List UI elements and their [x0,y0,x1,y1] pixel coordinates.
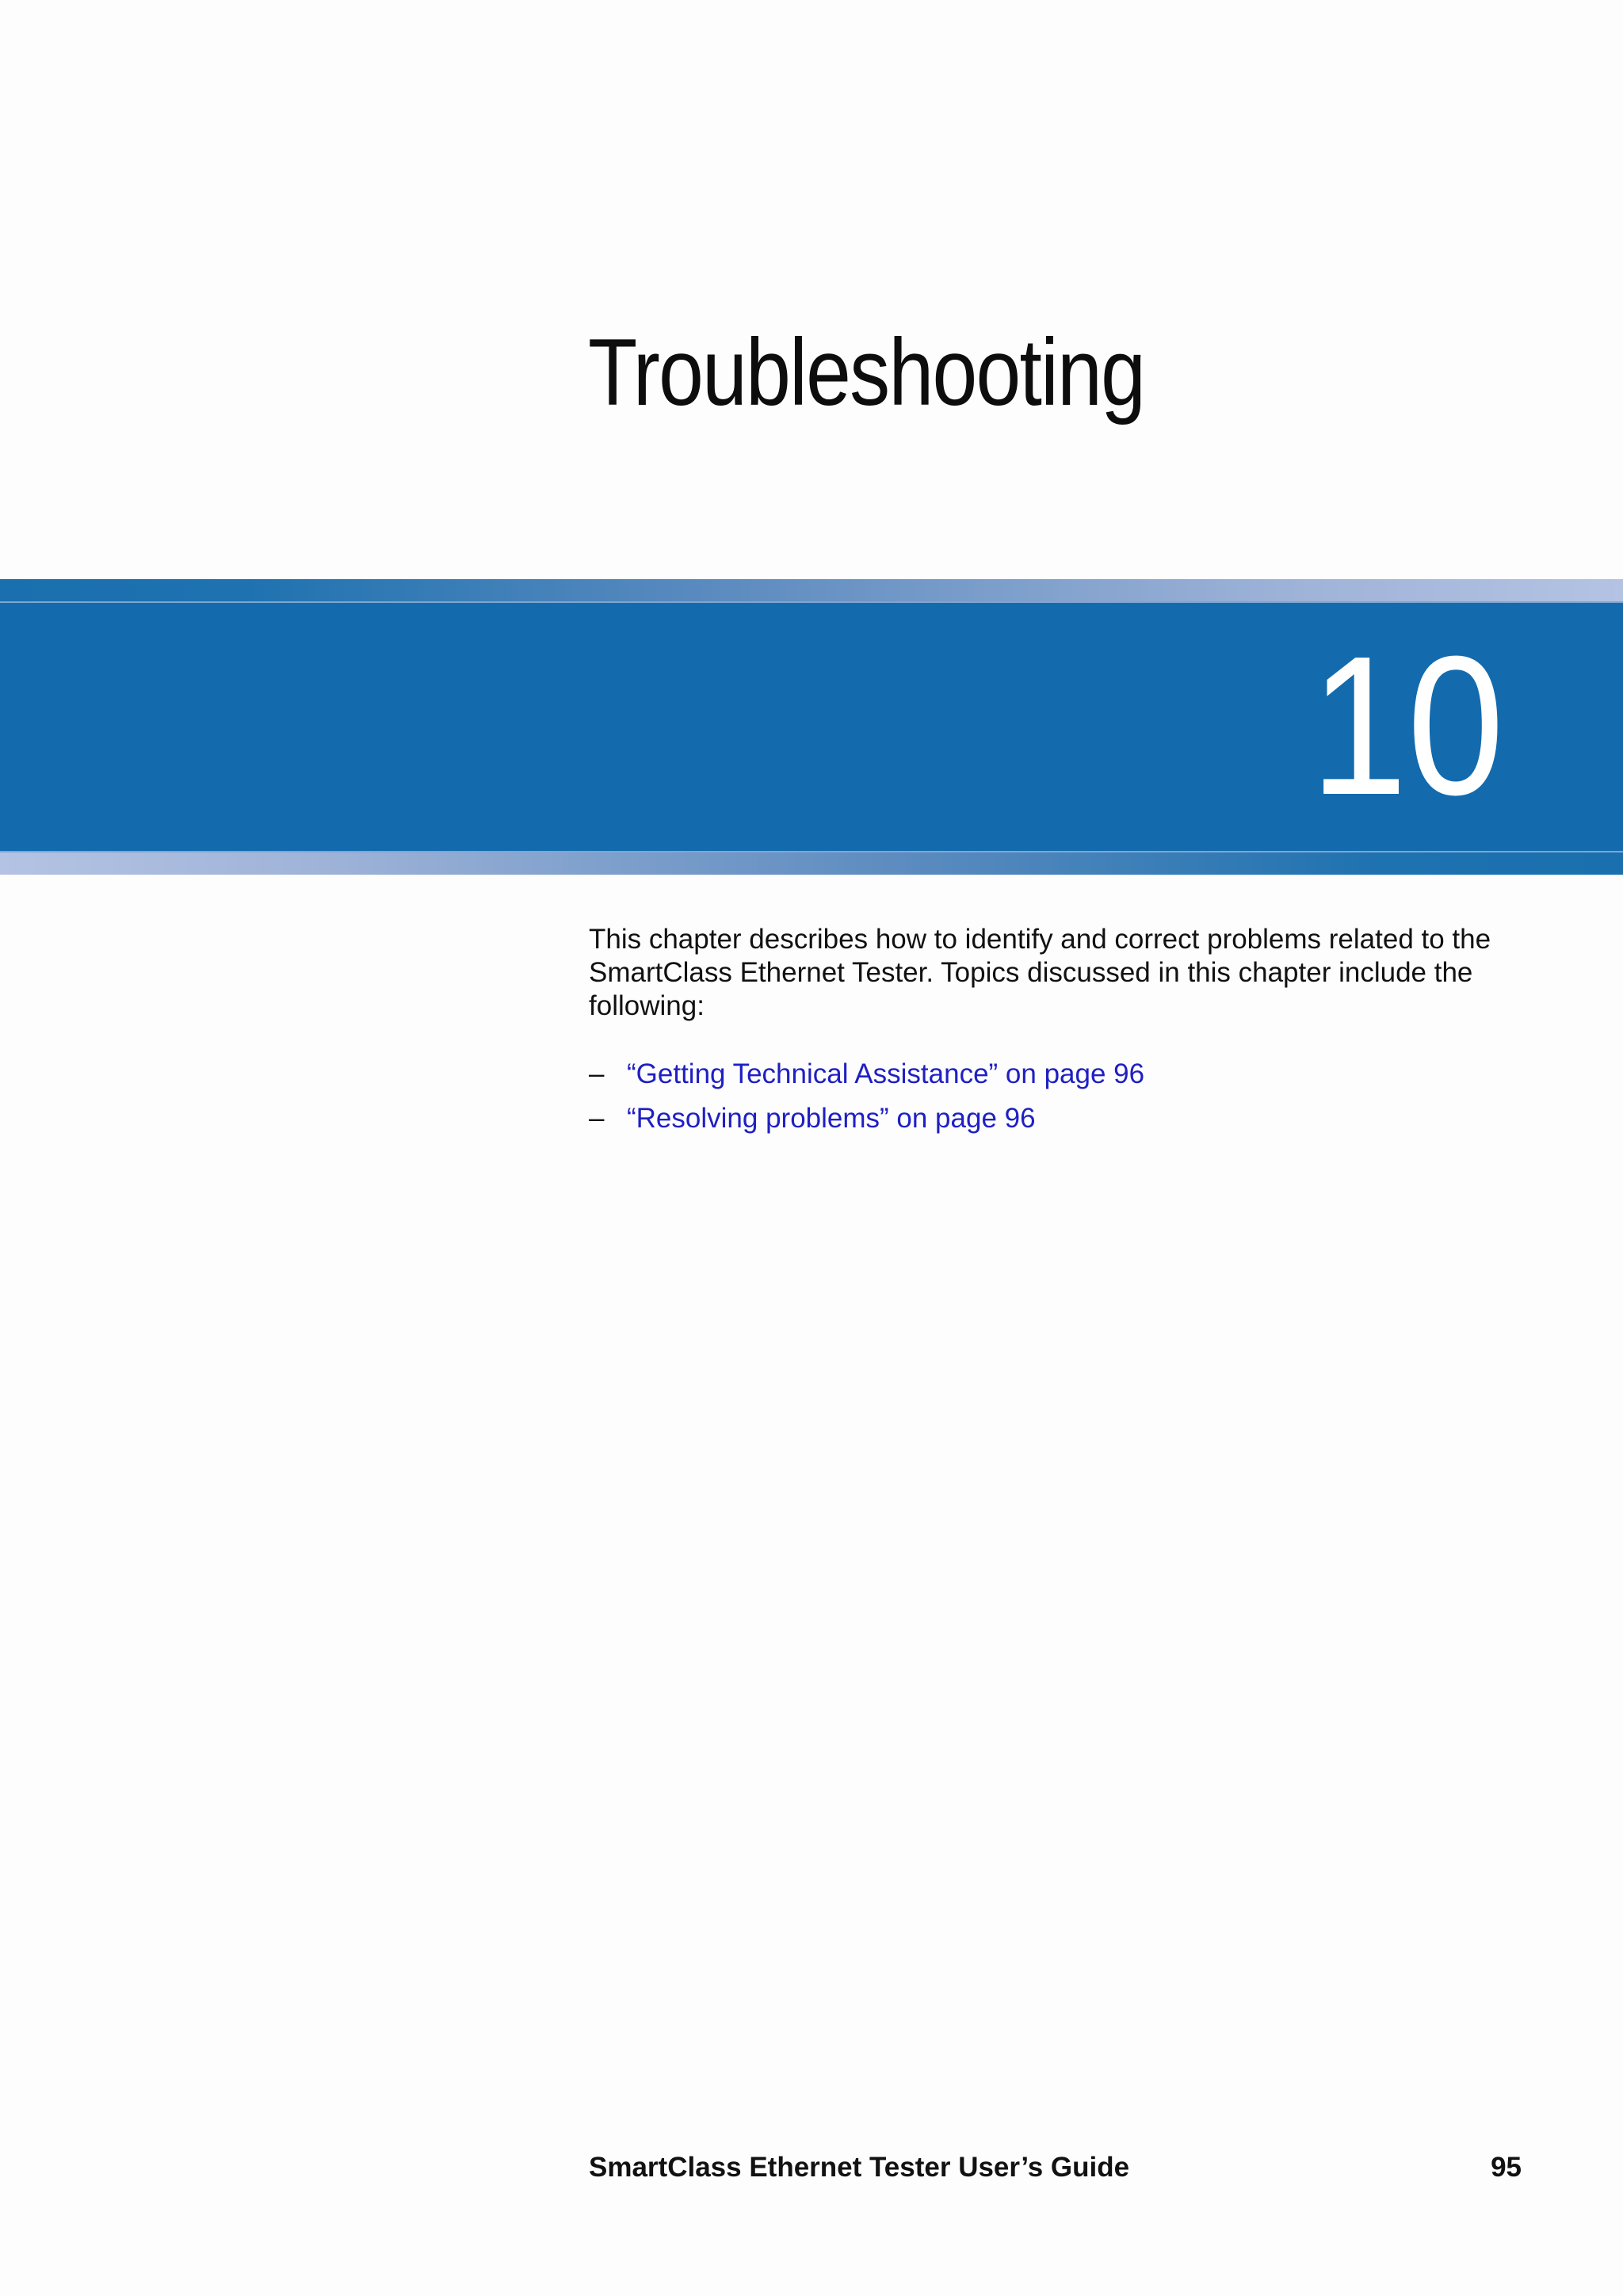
chapter-banner [0,601,1623,852]
chapter-number: 10 [1310,615,1504,836]
chapter-intro-paragraph: This chapter describes how to identify and correct problems related to the SmartClass Ethernet Tester. Topics discussed in this chapter include the following: [589,924,1491,1021]
chapter-title: Troubleshooting [588,319,1145,425]
footer-page-number: 95 [1491,2152,1522,2183]
list-item [589,1097,1144,1141]
footer-guide-title: SmartClass Ethernet Tester User’s Guide [589,2152,1130,2183]
topic-link-resolving-problems[interactable]: “Resolving problems” on page 96 [627,1103,1036,1134]
list-item [589,1052,1144,1097]
topic-link-getting-technical-assistance[interactable]: “Getting Technical Assistance” on page 96 [627,1058,1145,1089]
banner-top-strip [0,579,1623,601]
topic-list [589,1052,1144,1141]
list-dash: – [589,1058,605,1089]
list-dash: – [589,1103,605,1134]
banner-bottom-strip [0,852,1623,875]
